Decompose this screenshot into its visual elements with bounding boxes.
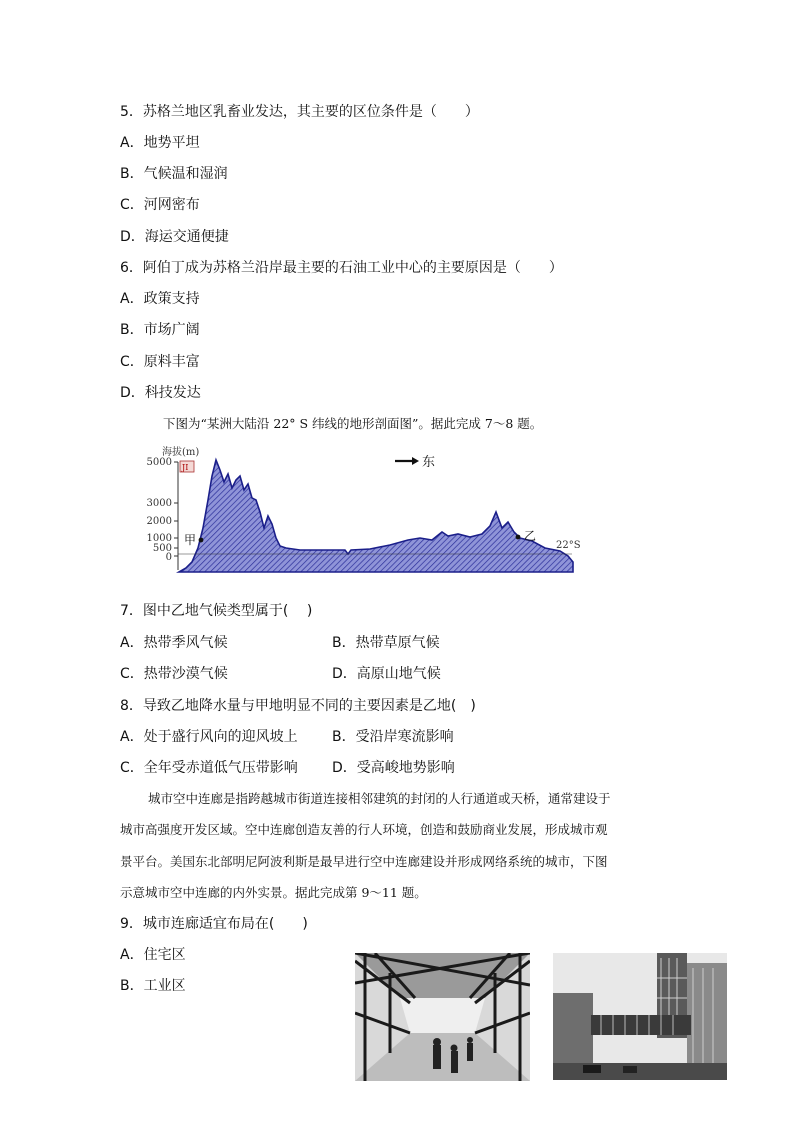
q7-option-b: B．热带草原气候 xyxy=(332,635,440,651)
walkway-intro-line-3: 景平台。美国东北部明尼阿波利斯是最早进行空中连廊建设并形成网络系统的城市，下图 xyxy=(120,854,608,869)
q8-option-b: B．受沿岸寒流影响 xyxy=(332,729,454,745)
q6-option-b: B．市场广阔 xyxy=(120,322,200,338)
q5-option-b: B．气候温和湿润 xyxy=(120,166,228,182)
point-yi xyxy=(516,535,521,540)
y-tick-2000: 2000 xyxy=(146,516,172,527)
point-jia-label: 甲 xyxy=(184,533,197,547)
walkway-intro-line-1: 城市空中连廊是指跨越城市街道连接相邻建筑的封闭的人行通道或天桥，通常建设于 xyxy=(148,791,611,806)
walkway-intro-line-4: 示意城市空中连廊的内外实景。据此完成第 9～11 题。 xyxy=(120,885,427,900)
terrain-profile-figure xyxy=(140,438,590,583)
q6-option-c: C．原料丰富 xyxy=(120,354,200,370)
q6-option-d: D．科技发达 xyxy=(120,385,201,401)
q7-stem: 7．图中乙地气候类型属于( ) xyxy=(120,603,313,619)
q8-option-a: A．处于盛行风向的迎风坡上 xyxy=(120,729,298,745)
q6-stem: 6．阿伯丁成为苏格兰沿岸最主要的石油工业中心的主要原因是（ ） xyxy=(120,260,563,276)
terrain-profile-shape xyxy=(179,460,573,572)
walkway-intro-line-2: 城市高强度开发区域。空中连廊创造友善的行人环境，创造和鼓励商业发展，形成城市观 xyxy=(120,822,608,837)
q5-option-a: A．地势平坦 xyxy=(120,135,200,151)
q5-option-d: D．海运交通便捷 xyxy=(120,229,229,245)
q8-stem: 8．导致乙地降水量与甲地明显不同的主要因素是乙地( ) xyxy=(120,698,476,714)
q9-stem: 9．城市连廊适宜布局在( ) xyxy=(120,916,308,932)
profile-y-label: 海拔(m) xyxy=(162,447,200,458)
q7-option-d: D．高原山地气候 xyxy=(332,666,441,682)
y-tick-3000: 3000 xyxy=(146,498,172,509)
y-tick-0: 0 xyxy=(165,552,172,563)
q7-option-c: C．热带沙漠气候 xyxy=(120,666,228,682)
q9-option-a: A．住宅区 xyxy=(120,947,186,963)
direction-label: 东 xyxy=(422,455,436,470)
y-tick-1000: 1000 xyxy=(146,533,172,544)
y-tick-500: 500 xyxy=(152,543,172,554)
walkway-interior-photo xyxy=(355,953,530,1081)
latitude-label: 22°S xyxy=(556,540,581,551)
point-yi-label: 乙 xyxy=(524,529,537,543)
walkway-exterior-photo xyxy=(553,953,727,1080)
y-tick-5000: 5000 xyxy=(146,457,172,468)
q7-option-a: A．热带季风气候 xyxy=(120,635,228,651)
q5-stem: 5．苏格兰地区乳畜业发达，其主要的区位条件是（ ） xyxy=(120,104,479,120)
q6-option-a: A．政策支持 xyxy=(120,291,200,307)
q8-option-c: C．全年受赤道低气压带影响 xyxy=(120,760,298,776)
boxed-label: JI xyxy=(182,463,189,472)
q5-option-c: C．河网密布 xyxy=(120,197,200,213)
q8-option-d: D．受高峻地势影响 xyxy=(332,760,455,776)
point-jia xyxy=(199,538,204,543)
q9-option-b: B．工业区 xyxy=(120,978,186,994)
profile-intro: 下图为“某洲大陆沿 22° S 纬线的地形剖面图”。据此完成 7～8 题。 xyxy=(163,416,543,431)
